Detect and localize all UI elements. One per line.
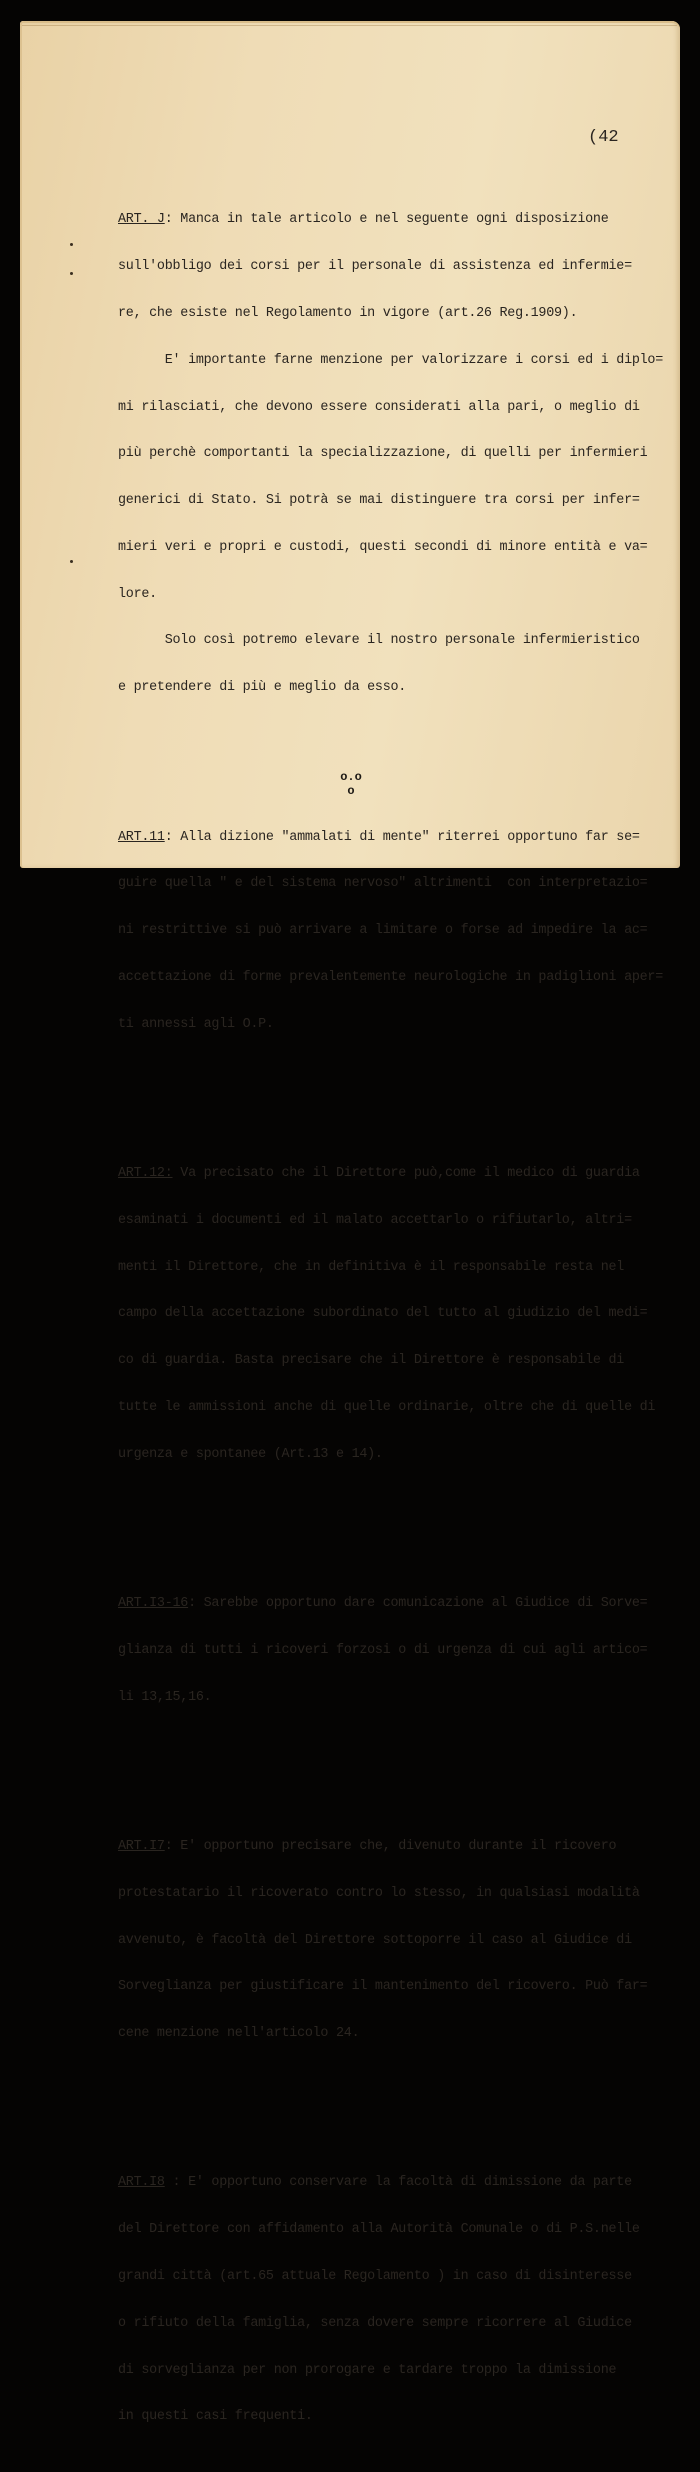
text-line: in questi casi frequenti. — [118, 2409, 313, 2425]
article-11 — [118, 798, 663, 1063]
text-line: accettazione di forme prevalentemente neurologiche in padiglioni aper= — [118, 969, 663, 985]
article-13-16 — [118, 1565, 663, 1737]
page-edge-line — [22, 25, 677, 26]
text-line: cene menzione nell'articolo 24. — [118, 2026, 360, 2042]
text-line: guire quella " e del sistema nervoso" altrimenti con interpretazio= — [118, 876, 648, 892]
punch-mark — [70, 560, 73, 563]
text-line: : E' opportuno precisare che, divenuto durante il ricovero — [164, 1838, 617, 1854]
text-line: : Alla dizione "ammalati di mente" riterrei opportuno far se= — [164, 829, 640, 845]
punch-mark — [70, 272, 73, 275]
text-line: re, che esiste nel Regolamento in vigore (art.26 Reg.1909). — [118, 305, 578, 321]
article-17 — [118, 1808, 663, 2073]
text-line: mieri veri e propri e custodi, questi secondi di minore entità e va= — [118, 539, 648, 555]
end-mark — [336, 770, 366, 798]
article-12 — [118, 1135, 663, 1494]
text-line: più perchè comportanti la specializzazione, di quelli per infermieri — [118, 446, 648, 462]
punch-mark — [70, 243, 73, 246]
article-18 — [118, 2144, 663, 2456]
text-line: li 13,15,16. — [118, 1689, 212, 1705]
text-line: protestatario il ricoverato contro lo stesso, in qualsiasi modalità — [118, 1885, 640, 1901]
end-mark-line: o.o — [340, 770, 362, 784]
text-line: ti annessi agli O.P. — [118, 1016, 274, 1032]
text-line: menti il Direttore, che in definitiva è il responsabile resta nel — [118, 1259, 625, 1275]
end-mark-line: o — [347, 784, 355, 798]
article-7 — [118, 181, 663, 727]
text-line: tutte le ammissioni anche di quelle ordinarie, oltre che di quelle di — [118, 1399, 656, 1415]
article-label: ART.I7 — [118, 1838, 165, 1854]
text-line: co di guardia. Basta precisare che il Direttore è responsabile di — [118, 1353, 625, 1369]
text-line: urgenza e spontanee (Art.13 e 14). — [118, 1446, 383, 1462]
text-line: di sorveglianza per non prorogare e tardare troppo la dimissione — [118, 2362, 617, 2378]
text-line: e pretendere di più e meglio da esso. — [118, 680, 407, 696]
page-number: (42 — [588, 128, 619, 147]
text-line: : Manca in tale articolo e nel seguente ogni disposizione — [164, 212, 609, 228]
text-line: ni restrittive si può arrivare a limitare o forse ad impedire la ac= — [118, 923, 648, 939]
text-line: Va precisato che il Direttore può,come il medico di guardia — [172, 1166, 640, 1181]
article-label: ART.I8 — [118, 2175, 165, 2191]
typed-body — [118, 150, 663, 2472]
text-line: Solo così potremo elevare il nostro personale infermieristico — [118, 633, 640, 649]
text-line: E' importante farne menzione per valorizzare i corsi ed i diplo= — [118, 352, 663, 368]
text-line: lore. — [118, 586, 157, 602]
text-line: generici di Stato. Si potrà se mai distinguere tra corsi per infer= — [118, 493, 640, 509]
text-line: o rifiuto della famiglia, senza dovere sempre ricorrere al Giudice — [118, 2315, 632, 2331]
text-line: mi rilasciati, che devono essere considerati alla pari, o meglio di — [118, 399, 640, 415]
article-label: ART.11 — [118, 829, 165, 845]
text-line: grandi città (art.65 attuale Regolamento ) in caso di disinteresse — [118, 2268, 632, 2284]
text-line: esaminati i documenti ed il malato accettarlo o rifiutarlo, altri= — [118, 1212, 632, 1228]
article-label: ART.12: — [118, 1166, 173, 1181]
text-line: campo della accettazione subordinato del tutto al giudizio del medi= — [118, 1306, 648, 1322]
text-line: Sorveglianza per giustificare il mantenimento del ricovero. Può far= — [118, 1979, 648, 1995]
text-line: : Sarebbe opportuno dare comunicazione al Giudice di Sorve= — [188, 1596, 648, 1612]
text-line: sull'obbligo dei corsi per il personale di assistenza ed infermie= — [118, 259, 632, 275]
text-line: del Direttore con affidamento alla Autorità Comunale o di P.S.nelle — [118, 2222, 640, 2238]
text-line: glianza di tutti i ricoveri forzosi o di urgenza di cui agli artico= — [118, 1642, 648, 1658]
article-label: ART. J — [118, 212, 165, 228]
article-label: ART.I3-16 — [118, 1596, 189, 1612]
text-line: : E' opportuno conservare la facoltà di dimissione da parte — [164, 2175, 632, 2191]
text-line: avvenuto, è facoltà del Direttore sottoporre il caso al Giudice di — [118, 1932, 632, 1948]
